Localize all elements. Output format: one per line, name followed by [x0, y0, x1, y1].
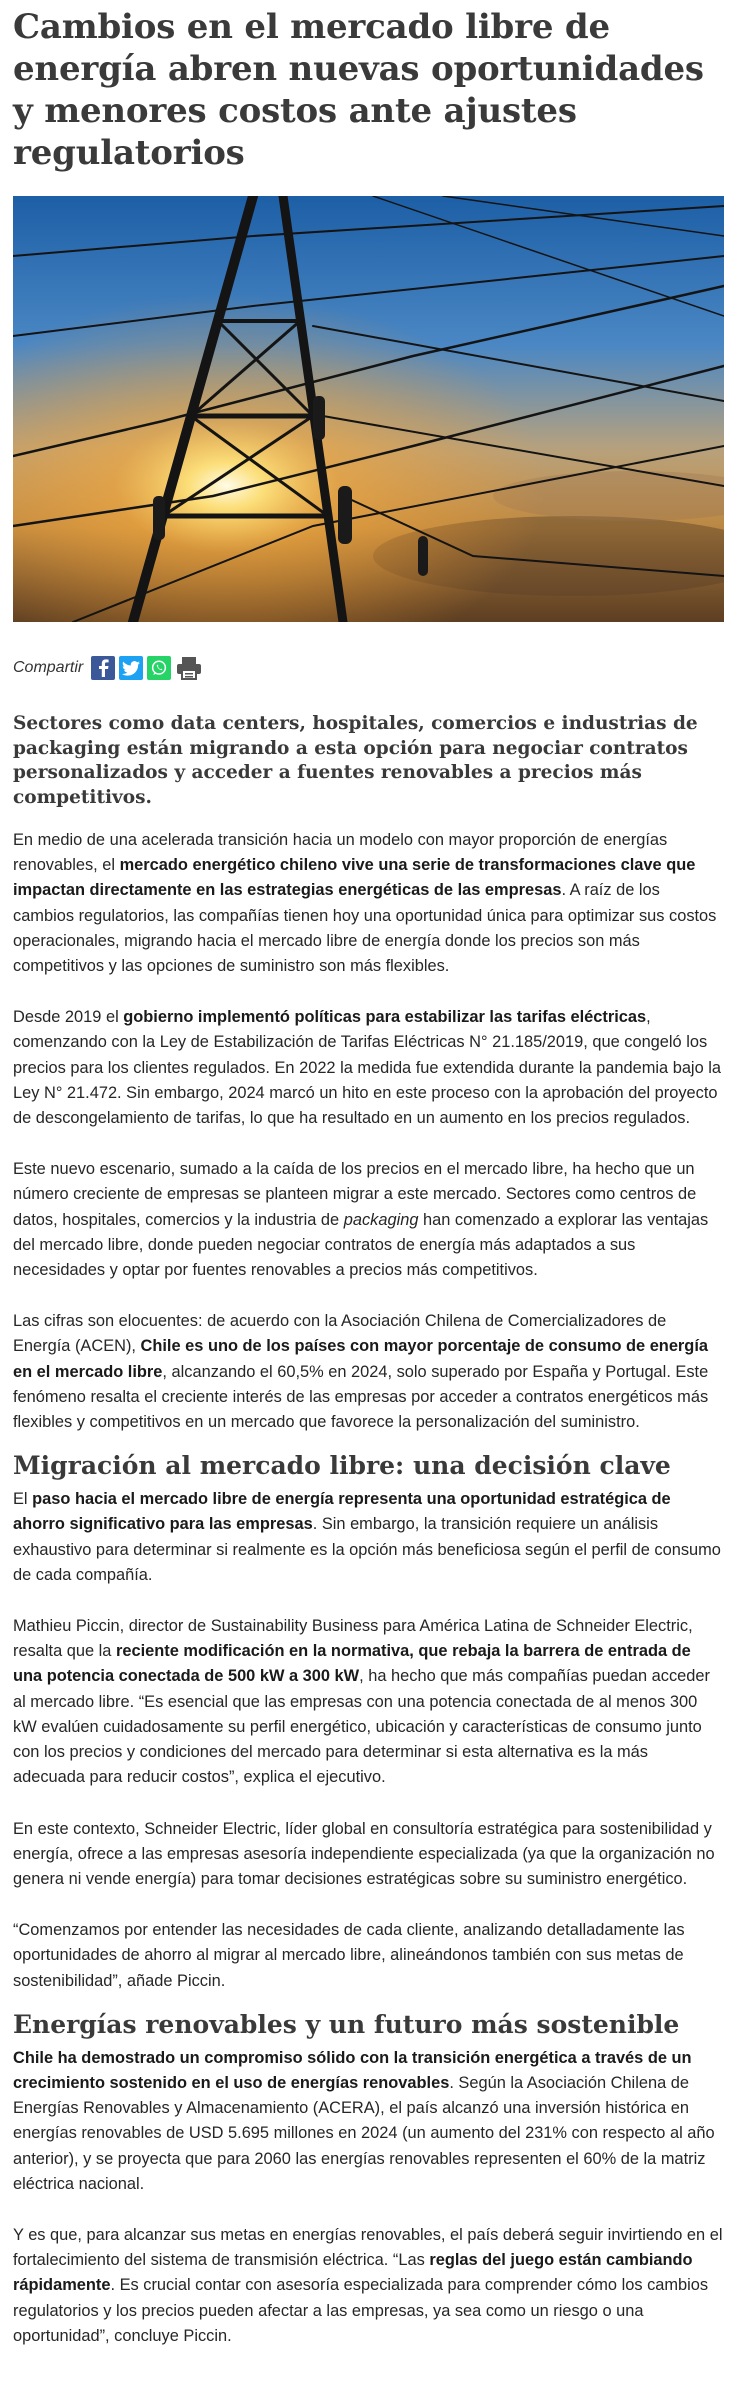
article-title: Cambios en el mercado libre de energía abren nuevas oportunidades y menores costos ante ajustes regulatorios	[13, 7, 704, 173]
section-heading-renovables: Energías renovables y un futuro más sostenible	[13, 2009, 680, 2039]
paragraph-5: El paso hacia el mercado libre de energía representa una oportunidad estratégica de ahorro significativo para las empresas. Sin embargo, la transición requiere un análisis exhaustivo para determinar si realmente es la opción más beneficiosa según el perfil de consumo de cada compañía.	[13, 1490, 721, 1584]
paragraph-10: Y es que, para alcanzar sus metas en energías renovables, el país deberá seguir invirtiendo en el fortalecimiento del sistema de transmisión eléctrica. “Las reglas del juego están cambiando rápidamente. Es crucial contar con asesoría especializada para comprender cómo los cambios regulatorios y los precios pueden afectar a las empresas, ya sea como un riesgo o una oportunidad”, concluye Piccin.	[13, 2225, 723, 2345]
hero-image-power-lines	[13, 196, 724, 622]
section-heading-migracion: Migración al mercado libre: una decisión clave	[13, 1451, 671, 1481]
paragraph-9: Chile ha demostrado un compromiso sólido con la transición energética a través de un crecimiento sostenido en el uso de energías renovables. Según la Asociación Chilena de Energías Renovables y Almacenamiento (ACERA), el país alcanzó una inversión histórica en energías renovables de USD 5.695 millones en 2024 (un aumento del 231% con respecto al año anterior), y se proyecta que para 2060 las energías renovables representen el 60% de la matriz eléctrica nacional.	[13, 2048, 715, 2193]
paragraph-4: Las cifras son elocuentes: de acuerdo con la Asociación Chilena de Comercializadores de Energía (ACEN), Chile es uno de los países con mayor porcentaje de consumo de energía en el mercado libre, alcanzando el 60,5% en 2024, solo superado por España y Portugal. Este fenómeno resalta el creciente interés de las empresas por acceder a contratos energéticos más flexibles y competitivos en un mercado que favorece la personalización del suministro.	[13, 1312, 709, 1432]
paragraph-3: Este nuevo escenario, sumado a la caída de los precios en el mercado libre, ha hecho que un número creciente de empresas se planteen migrar a este mercado. Sectores como centros de datos, hospitales, comercios y la industria de packaging han comenzado a explorar las ventajas del mercado libre, donde pueden negociar contratos de energía más adaptados a sus necesidades y optar por fuentes renovables a precios más competitivos.	[13, 1160, 709, 1280]
paragraph-7: En este contexto, Schneider Electric, líder global en consultoría estratégica para sostenibilidad y energía, ofrece a las empresas asesoría independiente especializada (ya que la organización no genera ni vende energía) para tomar decisiones estratégicas sobre su suministro energético.	[13, 1819, 715, 1888]
paragraph-1: En medio de una acelerada transición hacia un modelo con mayor proporción de energías renovables, el mercado energético chileno vive una serie de transformaciones clave que impactan directamente en las estrategias energéticas de las empresas. A raíz de los cambios regulatorios, las compañías tienen hoy una oportunidad única para optimizar sus costos operacionales, migrando hacia el mercado libre de energía donde los precios son más competitivos y las opciones de suministro son más flexibles.	[13, 831, 717, 976]
share-label: Compartir	[13, 659, 84, 676]
share-bar	[13, 654, 724, 682]
paragraph-8: “Comenzamos por entender las necesidades de cada cliente, analizando detalladamente las oportunidades de ahorro al migrar al mercado libre, alineándonos también con sus metas de sostenibilidad”, añade Piccin.	[13, 1921, 685, 1990]
twitter-icon[interactable]	[119, 656, 143, 680]
article-lead: Sectores como data centers, hospitales, comercios e industrias de packaging están migrando a esta opción para negociar contratos personalizados y acceder a fuentes renovables a precios más competitivos.	[13, 713, 698, 808]
paragraph-2: Desde 2019 el gobierno implementó políticas para estabilizar las tarifas eléctricas, comenzando con la Ley de Estabilización de Tarifas Eléctricas N° 21.185/2019, que congeló los precios para los clientes regulados. En 2022 la medida fue extendida durante la pandemia bajo la Ley N° 21.472. Sin embargo, 2024 marcó un hito en este proceso con la aprobación del proyecto de descongelamiento de tarifas, lo que ha resultado en un aumento en los precios regulados.	[13, 1008, 721, 1128]
facebook-icon[interactable]	[91, 656, 115, 680]
print-icon[interactable]	[175, 656, 203, 680]
paragraph-6: Mathieu Piccin, director de Sustainability Business para América Latina de Schneider Electric, resalta que la reciente modificación en la normativa, que rebaja la barrera de entrada de una potencia conectada de 500 kW a 300 kW, ha hecho que más compañías puedan acceder al mercado libre. “Es esencial que las empresas con una potencia conectada de al menos 300 kW evalúen cuidadosamente su perfil energético, ubicación y características de consumo junto con los precios y condiciones del mercado para determinar si esta alternativa es la más adecuada para reducir costos”, explica el ejecutivo.	[13, 1617, 710, 1787]
whatsapp-icon[interactable]	[147, 656, 171, 680]
